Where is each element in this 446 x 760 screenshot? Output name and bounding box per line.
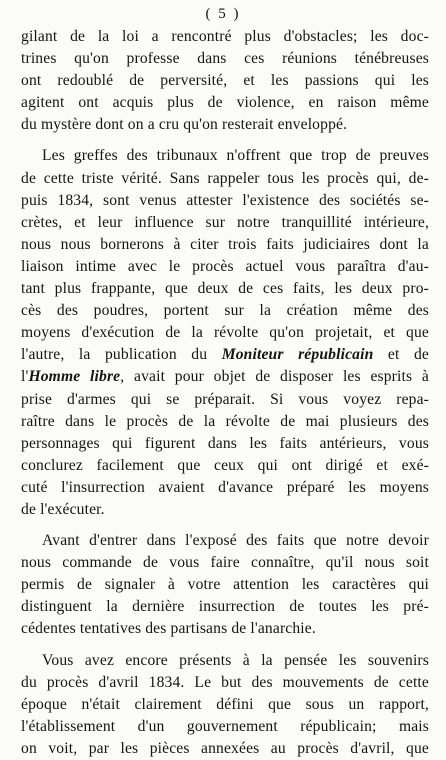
page-number: ( 5 ) xyxy=(205,6,241,22)
paragraph-3 xyxy=(21,530,429,640)
paragraph-4 xyxy=(21,650,429,760)
text-line: Vous avez encore présents à la pensée les souvenirs xyxy=(42,651,429,669)
text-line: de l'exécuter. xyxy=(21,500,105,518)
text-line: époque n'était clairement défini que sous un rapport, xyxy=(21,695,429,713)
text-line: liaison intime avec le procès actuel vous paraîtra d'au- xyxy=(21,257,429,275)
paragraph-2 xyxy=(21,145,429,521)
title-homme-libre: Homme libre xyxy=(28,368,121,386)
title-moniteur-republicain: Moniteur républicain xyxy=(221,346,374,364)
text-line: conclurez facilement que ceux qui ont dirigé et exé- xyxy=(21,456,429,474)
text-line: nous commande de vous faire connaître, qu'il nous soit xyxy=(21,554,429,572)
paragraph-1 xyxy=(21,26,429,136)
body-text xyxy=(21,26,429,760)
text-line: du mystère dont on a cru qu'on resterait enveloppé. xyxy=(21,116,348,134)
text-segment: l'autre, la publication du xyxy=(21,346,222,364)
text-line: de cette triste vérité. Sans rappeler tous les procès qui, de- xyxy=(21,169,429,187)
text-line: prise d'armes qui se préparait. Si vous voyez repa- xyxy=(21,390,429,408)
text-line-mixed xyxy=(21,344,429,366)
text-line: moyens d'exécution de la révolte qu'on projetait, et que xyxy=(21,324,429,342)
text-line: Les greffes des tribunaux n'offrent que trop de preuves xyxy=(42,147,429,165)
text-line: trines qu'on professe dans ces réunions ténébreuses xyxy=(21,50,429,68)
text-line: permis de signaler à votre attention les caractères qui xyxy=(21,576,429,594)
text-line: gilant de la loi a rencontré plus d'obstacles; les doc- xyxy=(21,28,429,45)
text-line-mixed xyxy=(21,366,429,388)
text-line: ont redoublé de perversité, et les passions qui les xyxy=(21,72,429,90)
text-line: cès des poudres, portent sur la création même des xyxy=(21,302,429,320)
text-line: l'établissement d'un gouvernement républicain; mais xyxy=(21,717,429,735)
text-line: raître dans le procès de la révolte de mai plusieurs des xyxy=(21,412,429,430)
text-line: tant plus frappante, que deux de ces faits, les deux pro- xyxy=(21,280,429,298)
text-line: crètes, et leur influence sur notre tranquillité intérieure, xyxy=(21,213,429,231)
text-segment: l' xyxy=(21,368,29,386)
text-line: cuté l'insurrection avaient d'avance préparé les moyens xyxy=(21,478,429,496)
text-line: personnages qui figurent dans les faits antérieurs, vous xyxy=(21,434,429,452)
text-segment: , avait pour objet de disposer les esprits à xyxy=(120,368,429,386)
text-line: nous nous bornerons à citer trois faits judiciaires dont la xyxy=(21,235,429,253)
text-line: cédentes tentatives des partisans de l'anarchie. xyxy=(21,620,316,638)
text-line: du procès d'avril 1834. Le but des mouvements de cette xyxy=(21,673,429,691)
text-line: on voit, par les pièces annexées au procès d'avril, que xyxy=(21,739,429,757)
text-line: agitent ont acquis plus de violence, en raison même xyxy=(21,94,429,112)
text-segment: et de xyxy=(373,346,429,364)
text-line: distinguent la dernière insurrection de toutes les pré- xyxy=(21,598,429,616)
text-line: puis 1834, sont venus attester l'existence des sociétés se- xyxy=(21,191,429,209)
text-line: Avant d'entrer dans l'exposé des faits que notre devoir xyxy=(42,532,429,550)
